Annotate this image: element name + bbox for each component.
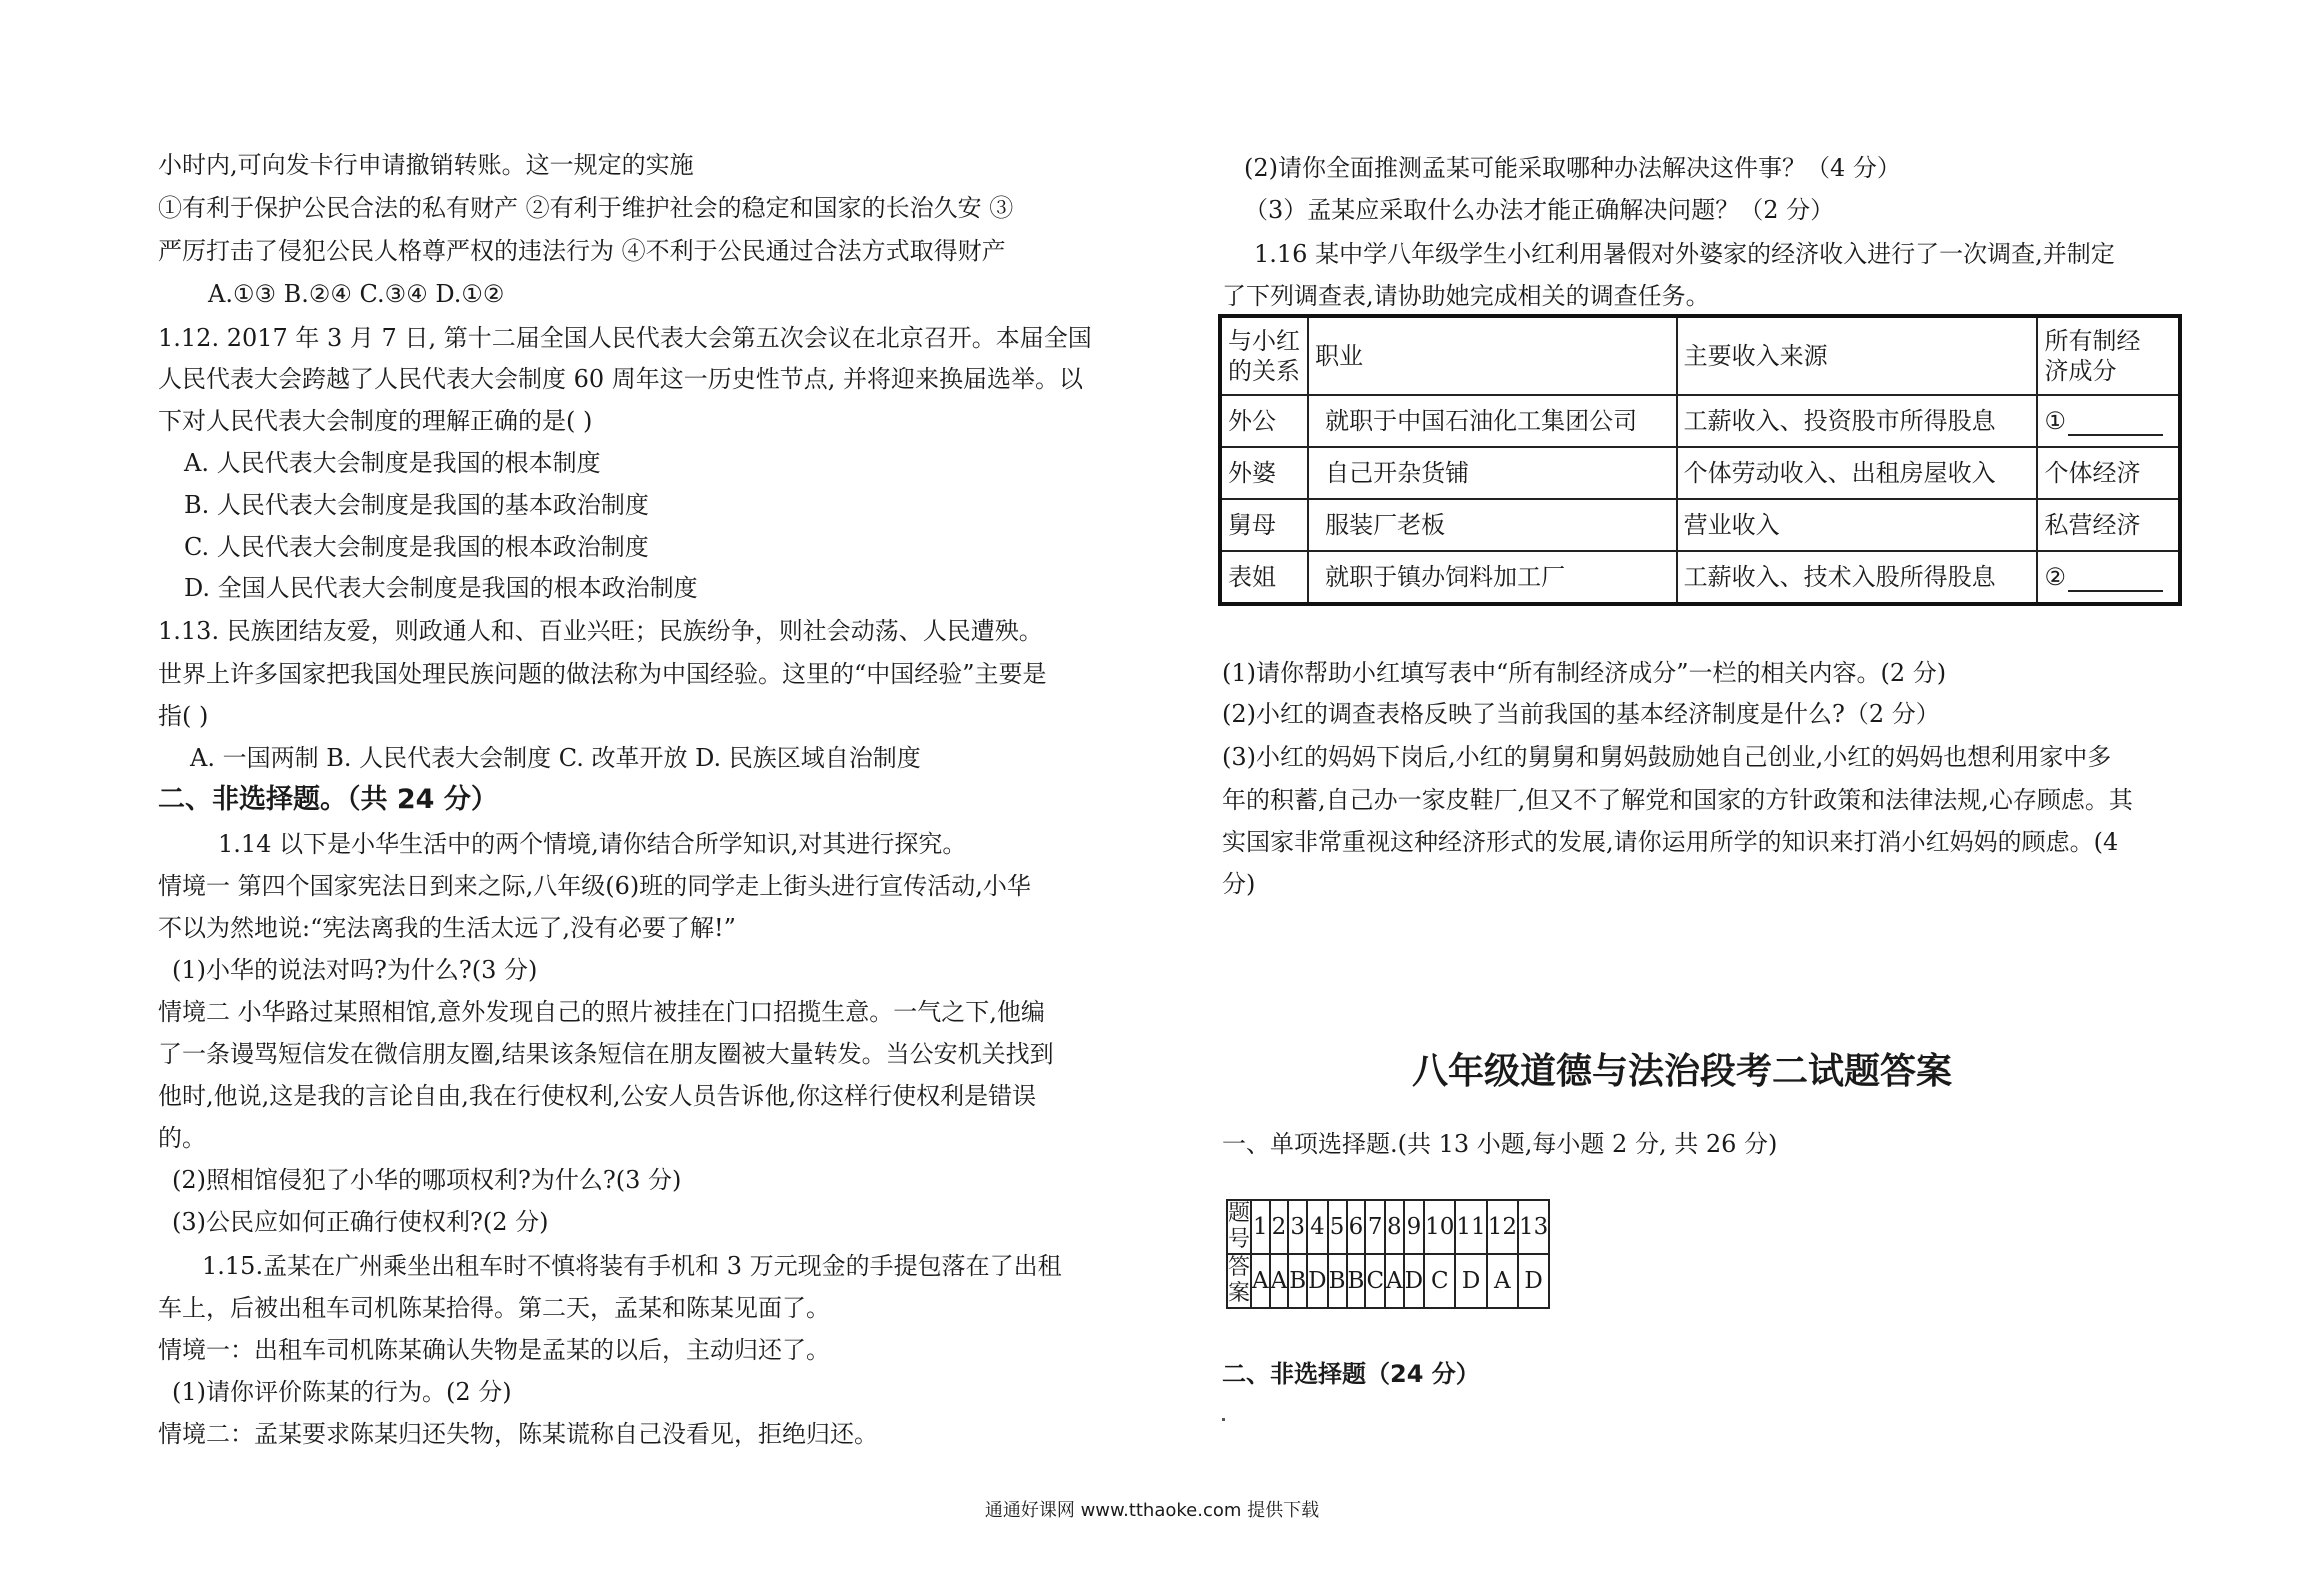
table-cell: 12: [1487, 1200, 1518, 1254]
sub-question: (2)小红的调查表格反映了当前我国的基本经济制度是什么?（2 分）: [1222, 700, 1940, 728]
header-cell: 主要收入来源: [1677, 316, 2038, 395]
table-cell: 私营经济: [2037, 499, 2180, 551]
option-a: A. 人民代表大会制度是我国的根本制度: [184, 449, 601, 477]
text-line: 不以为然地说:“宪法离我的生活太远了,没有必要了解!”: [158, 914, 736, 942]
table-cell: C: [1365, 1254, 1385, 1308]
text-line: 他时,他说,这是我的言论自由,我在行使权利,公安人员告诉他,你这样行使权利是错误: [158, 1082, 1037, 1110]
sub-question: (3)公民应如何正确行使权利?(2 分): [172, 1208, 549, 1236]
table-cell: 外婆: [1220, 447, 1308, 499]
text-line: 情境一 第四个国家宪法日到来之际,八年级(6)班的同学走上街头进行宣传活动,小华: [158, 872, 1031, 900]
table-header-row: [1220, 316, 2180, 395]
table-cell: D: [1404, 1254, 1424, 1308]
table-cell: 就职于中国石油化工集团公司: [1308, 395, 1676, 447]
table-cell: 4: [1307, 1200, 1327, 1254]
question-1-15: 1.15.孟某在广州乘坐出租车时不慎将装有手机和 3 万元现金的手提包落在了出租: [202, 1252, 1062, 1280]
sub-question: (2)请你全面推测孟某可能采取哪种办法解决这件事？（4 分）: [1244, 154, 1901, 182]
table-cell: B: [1347, 1254, 1366, 1308]
text-line: 年的积蓄,自己办一家皮鞋厂,但又不了解党和国家的方针政策和法律法规,心存顾虑。其: [1222, 786, 2133, 814]
text-line: 实国家非常重视这种经济形式的发展,请你运用所学的知识来打消小红妈妈的顾虑。(4: [1222, 828, 2119, 856]
table-cell: 服装厂老板: [1308, 499, 1676, 551]
table-cell: 2: [1270, 1200, 1289, 1254]
text-line: 了下列调查表,请协助她完成相关的调查任务。: [1222, 282, 1710, 310]
table-cell: 13: [1518, 1200, 1549, 1254]
answer-table: [1226, 1199, 1550, 1309]
text-line: 的。: [158, 1124, 206, 1152]
table-cell: D: [1455, 1254, 1486, 1308]
sub-question: (1)请你评价陈某的行为。(2 分): [172, 1378, 512, 1406]
table-cell: A: [1270, 1254, 1289, 1308]
table-cell: 3: [1288, 1200, 1307, 1254]
sub-question: (3)小红的妈妈下岗后,小红的舅舅和舅妈鼓励她自己创业,小红的妈妈也想利用家中多: [1222, 743, 2112, 771]
answer-blank: [2068, 410, 2163, 436]
section-heading: 一、单项选择题.(共 13 小题,每小题 2 分, 共 26 分): [1222, 1130, 1778, 1158]
table-cell: A: [1487, 1254, 1518, 1308]
table-cell: B: [1328, 1254, 1347, 1308]
question-1-13: 1.13. 民族团结友爱，则政通人和、百业兴旺；民族纷争，则社会动荡、人民遭殃。: [158, 617, 1043, 645]
table-row: [1220, 447, 2180, 499]
row-label: 题 号: [1228, 1201, 1251, 1252]
table-cell: 外公: [1220, 395, 1308, 447]
stray-dot: [1222, 1418, 1225, 1421]
table-row: [1220, 499, 2180, 551]
answer-title: 八年级道德与法治段考二试题答案: [1412, 1051, 1953, 1092]
table-cell: A: [1251, 1254, 1270, 1308]
table-cell: 8: [1385, 1200, 1404, 1254]
table-cell: 6: [1347, 1200, 1366, 1254]
text-line: 分): [1222, 870, 1256, 898]
header-cell: 所有制经 济成分: [2037, 316, 2180, 395]
table-cell: 10: [1424, 1200, 1455, 1254]
text-line: 情境二：孟某要求陈某归还失物，陈某谎称自己没看见，拒绝归还。: [158, 1420, 878, 1448]
text-line: 车上，后被出租车司机陈某拾得。第二天，孟某和陈某见面了。: [158, 1294, 830, 1322]
section-heading: 二、非选择题。（共 24 分）: [158, 784, 498, 815]
table-cell: 9: [1404, 1200, 1424, 1254]
sub-question: (2)照相馆侵犯了小华的哪项权利?为什么?(3 分): [172, 1166, 682, 1194]
table-cell: 个体经济: [2037, 447, 2180, 499]
option-c: C. 人民代表大会制度是我国的根本政治制度: [184, 533, 649, 561]
text-line: 世界上许多国家把我国处理民族问题的做法称为中国经验。这里的“中国经验”主要是: [158, 660, 1047, 688]
question-1-14: 1.14 以下是小华生活中的两个情境,请你结合所学知识,对其进行探究。: [218, 830, 967, 858]
table-cell: 舅母: [1220, 499, 1308, 551]
section-heading: 二、非选择题（24 分）: [1222, 1360, 1480, 1388]
sub-question: (1)请你帮助小红填写表中“所有制经济成分”一栏的相关内容。(2 分): [1222, 659, 1947, 687]
table-cell: 就职于镇办饲料加工厂: [1308, 551, 1676, 604]
sub-question: （3）孟某应采取什么办法才能正确解决问题？（2 分）: [1244, 196, 1835, 224]
table-cell: 1: [1251, 1200, 1270, 1254]
table-cell: 个体劳动收入、出租房屋收入: [1677, 447, 2038, 499]
table-cell: 5: [1328, 1200, 1347, 1254]
table-row: [1220, 551, 2180, 604]
option-line: A.①③ B.②④ C.③④ D.①②: [208, 280, 505, 308]
table-cell: 营业收入: [1677, 499, 2038, 551]
question-1-16: 1.16 某中学八年级学生小红利用暑假对外婆家的经济收入进行了一次调查,并制定: [1254, 240, 2115, 268]
sub-question: (1)小华的说法对吗?为什么?(3 分): [172, 956, 538, 984]
text-line: 小时内,可向发卡行申请撤销转账。这一规定的实施: [158, 151, 694, 179]
text-line: ①有利于保护公民合法的私有财产 ②有利于维护社会的稳定和国家的长治久安 ③: [158, 194, 1014, 222]
text-line: 了一条谩骂短信发在微信朋友圈,结果该条短信在朋友圈被大量转发。当公安机关找到: [158, 1040, 1054, 1068]
header-cell: 职业: [1308, 316, 1676, 395]
text-line: 下对人民代表大会制度的理解正确的是( ): [158, 407, 593, 435]
table-cell: 工薪收入、技术入股所得股息: [1677, 551, 2038, 604]
text-line: 指( ): [158, 702, 209, 730]
table-cell: D: [1518, 1254, 1549, 1308]
text-line: 情境一：出租车司机陈某确认失物是孟某的以后，主动归还了。: [158, 1336, 830, 1364]
footer-credit: 通通好课网 www.tthaoke.com 提供下载: [984, 1500, 1320, 1521]
table-cell: ①: [2037, 395, 2180, 447]
table-row: [1227, 1254, 1549, 1308]
header-cell: 与小红 的关系: [1220, 316, 1308, 395]
table-cell: 表姐: [1220, 551, 1308, 604]
text-line: 严厉打击了侵犯公民人格尊严权的违法行为 ④不利于公民通过合法方式取得财产: [158, 237, 1006, 265]
table-cell: A: [1385, 1254, 1404, 1308]
table-row: [1227, 1200, 1549, 1254]
option-d: D. 全国人民代表大会制度是我国的根本政治制度: [184, 574, 698, 602]
table-cell: ②: [2037, 551, 2180, 604]
row-label: 答 案: [1228, 1255, 1251, 1306]
table-cell: 11: [1455, 1200, 1486, 1254]
table-cell: C: [1424, 1254, 1455, 1308]
table-cell: 7: [1365, 1200, 1385, 1254]
table-cell: 自己开杂货铺: [1308, 447, 1676, 499]
option-b: B. 人民代表大会制度是我国的基本政治制度: [184, 491, 649, 519]
text-line: 人民代表大会跨越了人民代表大会制度 60 周年这一历史性节点, 并将迎来换届选举。以: [158, 365, 1084, 393]
table-cell: B: [1288, 1254, 1307, 1308]
survey-table: [1218, 314, 2182, 606]
table-cell: 工薪收入、投资股市所得股息: [1677, 395, 2038, 447]
question-1-12: 1.12. 2017 年 3 月 7 日, 第十二届全国人民代表大会第五次会议在北京召开。本届全国: [158, 324, 1092, 352]
table-row: [1220, 395, 2180, 447]
answer-blank: [2068, 566, 2163, 592]
option-line: A. 一国两制 B. 人民代表大会制度 C. 改革开放 D. 民族区域自治制度: [190, 744, 921, 772]
text-line: 情境二 小华路过某照相馆,意外发现自己的照片被挂在门口招揽生意。一气之下,他编: [158, 998, 1045, 1026]
table-cell: D: [1307, 1254, 1327, 1308]
